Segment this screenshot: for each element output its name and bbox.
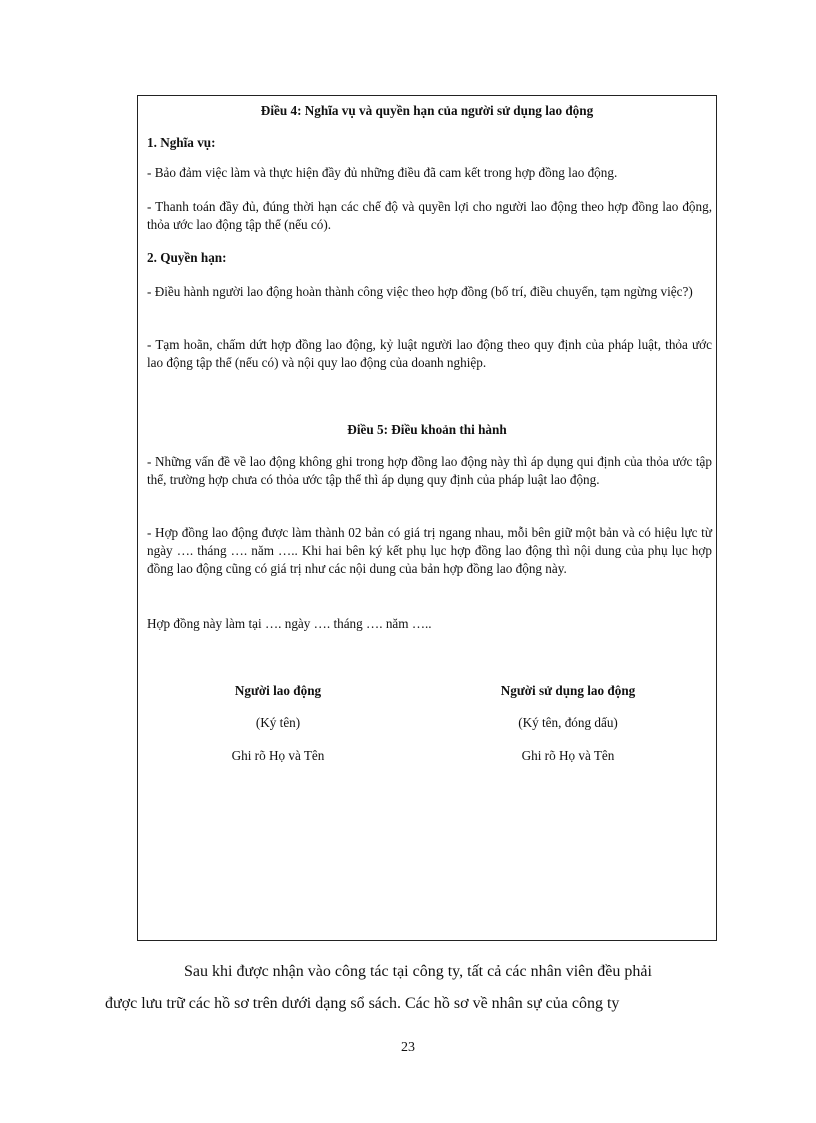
place-date-line: Hợp đồng này làm tại …. ngày …. tháng …. năm ….. [147,616,432,631]
section2-heading: 2. Quyền hạn: [147,250,227,265]
contract-box [137,95,717,941]
right-item: - Điều hành người lao động hoàn thành công việc theo hợp đồng (bố trí, điều chuyển, tạm ngừng việc?) [147,284,693,299]
employer-signature-note: (Ký tên, đóng dấu) [518,715,618,730]
execution-item: - Những vấn đề về lao động không ghi trong hợp đồng lao động này thì áp dụng qui định của thỏa ước tập thể, trường hợp chưa có thỏa ước tập thể thì áp dụng quy định của pháp luật lao động. [147,454,712,487]
employee-name-hint: Ghi rõ Họ và Tên [231,748,325,763]
employer-signature-title: Người sử dụng lao động [500,683,636,698]
page-number: 23 [401,1040,415,1055]
section1-heading: 1. Nghĩa vụ: [147,135,216,150]
article4-title: Điều 4: Nghĩa vụ và quyền hạn của người sử dụng lao động [260,103,594,118]
right-item: - Tạm hoãn, chấm dứt hợp đồng lao động, kỷ luật người lao động theo quy định của pháp luật, thỏa ước lao động tập thể (nếu có) và nội quy lao động của doanh nghiệp. [147,337,712,370]
employee-signature-note: (Ký tên) [255,715,301,730]
employee-signature-title: Người lao động [234,683,322,698]
body-paragraph-line: được lưu trữ các hồ sơ trên dưới dạng sổ sách. Các hồ sơ về nhân sự của công ty [105,995,620,1012]
employer-name-hint: Ghi rõ Họ và Tên [521,748,615,763]
obligation-item: - Thanh toán đầy đủ, đúng thời hạn các chế độ và quyền lợi cho người lao động theo hợp đồng lao động, thỏa ước lao động tập thể (nếu có). [147,199,712,232]
execution-item: - Hợp đồng lao động được làm thành 02 bản có giá trị ngang nhau, mỗi bên giữ một bản và có hiệu lực từ ngày …. tháng …. năm ….. Khi hai bên ký kết phụ lục hợp đồng lao động thì nội dung của phụ lục hợp đồng lao động cũng có giá trị như các nội dung của bản hợp đồng lao động này. [147,525,712,576]
obligation-item: - Bảo đảm việc làm và thực hiện đầy đủ những điều đã cam kết trong hợp đồng lao động. [147,165,618,180]
article5-title: Điều 5: Điều khoản thi hành [347,422,507,437]
body-paragraph-line: Sau khi được nhận vào công tác tại công ty, tất cả các nhân viên đều phải [184,963,652,980]
